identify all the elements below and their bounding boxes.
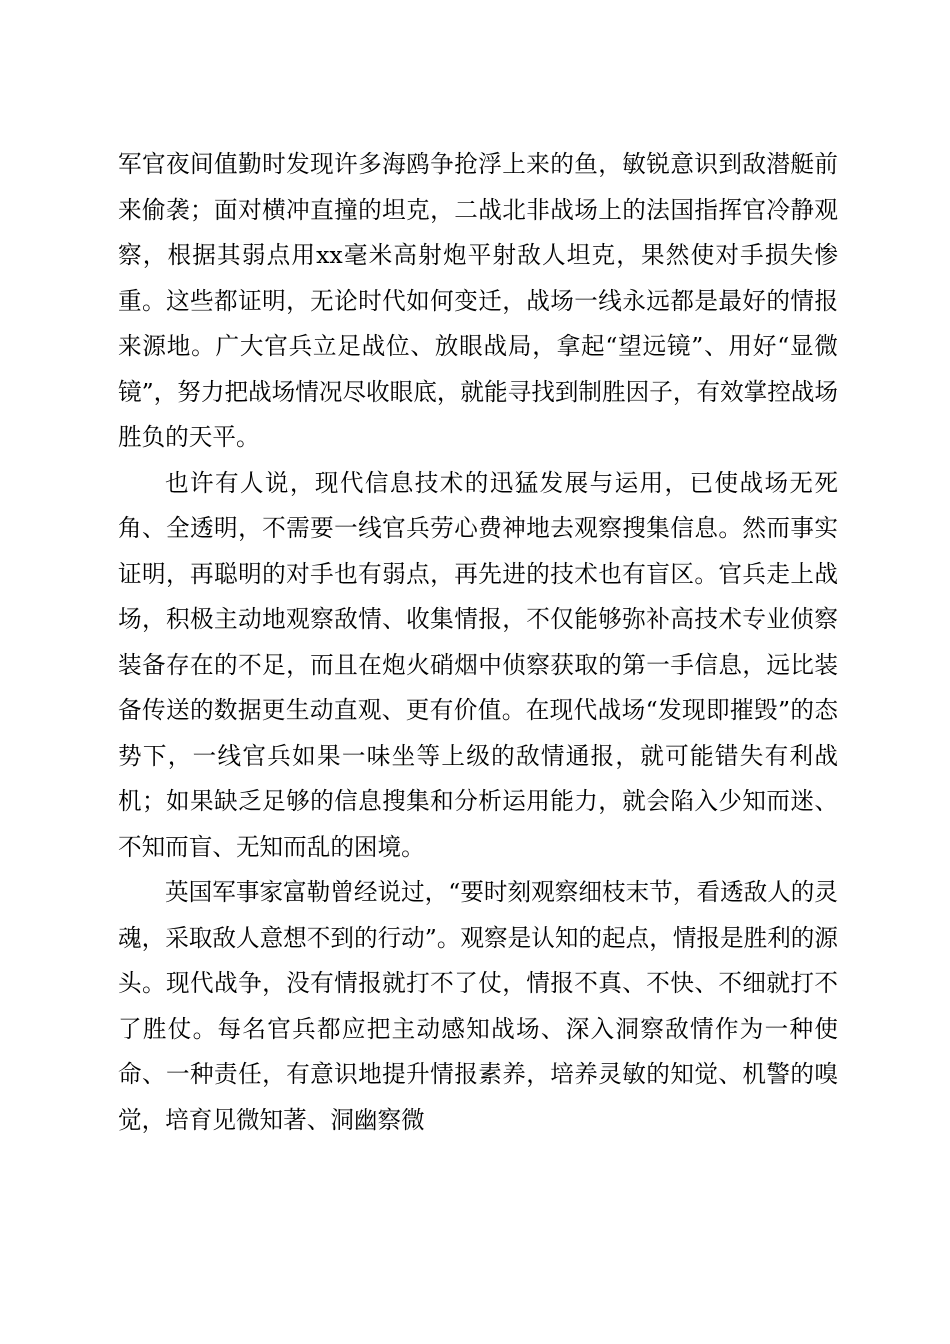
paragraph-2: 也许有人说，现代信息技术的迅猛发展与运用，已使战场无死角、全透明，不需要一线官兵劳心费神地去观察搜集信息。然而事实证明，再聪明的对手也有弱点，再先进的技术也有盲区。官兵走上战场，积极主动地观察敌情、收集情报，不仅能够弥补高技术专业侦察装备存在的不足，而且在炮火硝烟中侦察获取的第一手信息，远比装备传送的数据更生动直观、更有价值。在现代战场“发现即摧毁”的态势下，一线官兵如果一味坐等上级的敌情通报，就可能错失有利战机；如果缺乏足够的信息搜集和分析运用能力，就会陷入少知而迷、不知而盲、无知而乱的困境。 [118, 468, 838, 861]
article-body [118, 142, 838, 1143]
paragraph-3: 英国军事家富勒曾经说过，“要时刻观察细枝末节，看透敌人的灵魂，采取敌人意想不到的行动”。观察是认知的起点，情报是胜利的源头。现代战争，没有情报就打不了仗，情报不真、不快、不细就打不了胜仗。每名官兵都应把主动感知战场、深入洞察敌情作为一种使命、一种责任，有意识地提升情报素养，培养灵敏的知觉、机警的嗅觉，培育见微知著、洞幽察微 [118, 878, 838, 1134]
paragraph-continuation: 军官夜间值勤时发现许多海鸥争抢浮上来的鱼，敏锐意识到敌潜艇前来偷袭；面对横冲直撞的坦克，二战北非战场上的法国指挥官冷静观察，根据其弱点用xx毫米高射炮平射敌人坦克，果然使对手损失惨重。这些都证明，无论时代如何变迁，战场一线永远都是最好的情报来源地。广大官兵立足战位、放眼战局，拿起“望远镜”、用好“显微镜”，努力把战场情况尽收眼底，就能寻找到制胜因子，有效掌控战场胜负的天平。 [118, 150, 838, 451]
